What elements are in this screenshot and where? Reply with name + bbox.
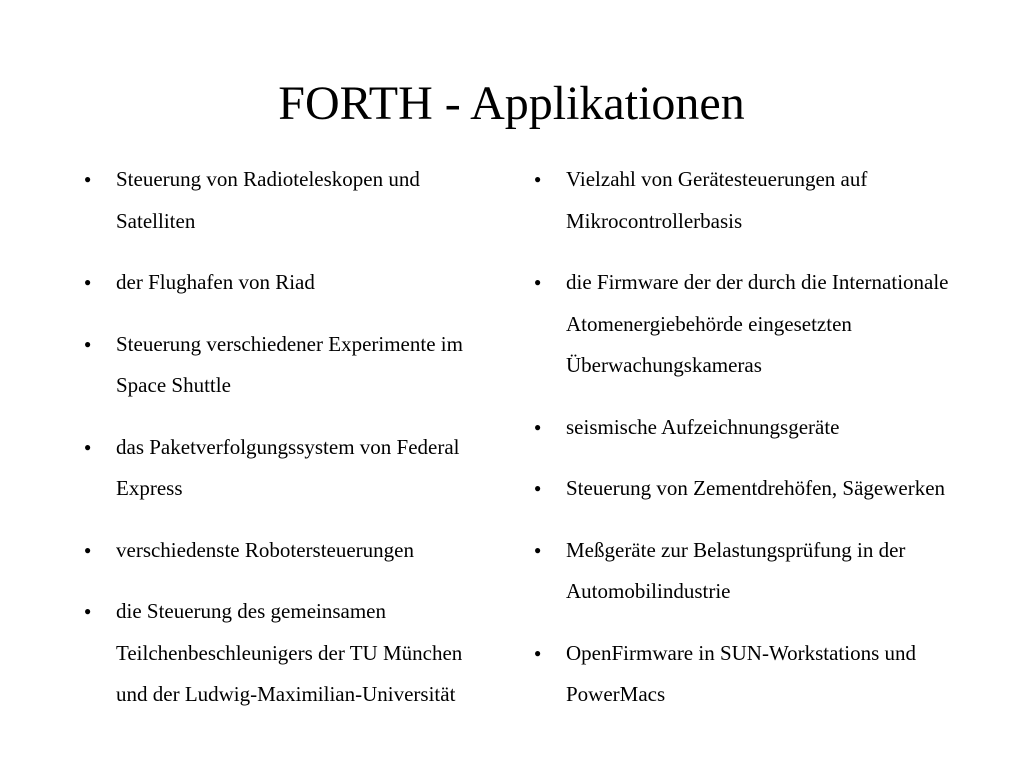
bullet-text: die Firmware der der durch die Internationale Atomenergiebehörde eingesetzten Überwachungskameras [566,270,949,377]
bullet-text: Vielzahl von Gerätesteuerungen auf Mikrocontrollerbasis [566,167,868,233]
bullet-icon: ● [534,645,542,660]
bullet-item [534,530,954,613]
bullet-item [534,468,954,510]
bullet-icon: ● [534,172,542,186]
bullet-text: Steuerung verschiedener Experimente im Space Shuttle [116,331,463,397]
bullet-icon: ● [84,336,92,351]
bullet-item [84,324,494,407]
bullet-icon: ● [84,172,92,186]
bullet-text: das Paketverfolgungssystem von Federal Express [116,434,460,500]
bullet-text: seismische Aufzeichnungsgeräte [566,414,840,439]
bullet-item [84,530,494,572]
bullet-icon: ● [84,604,92,618]
bullet-icon: ● [534,481,542,495]
bullet-item [534,633,954,716]
bullet-item [84,591,494,716]
bullet-item [534,159,954,242]
bullet-item [534,262,954,387]
bullet-icon: ● [84,542,92,557]
bullet-icon: ● [534,419,542,434]
slide-title: FORTH - Applikationen [278,77,745,130]
right-bullet-list [534,159,954,736]
bullet-icon: ● [534,542,542,557]
bullet-item [84,262,494,304]
bullet-item [534,407,954,449]
bullet-text: Meßgeräte zur Belastungsprüfung in der Automobilindustrie [566,537,906,603]
bullet-text: OpenFirmware in SUN-Workstations und PowerMacs [566,640,917,706]
bullet-item [84,427,494,510]
bullet-text: der Flughafen von Riad [116,270,315,294]
bullet-text: Steuerung von Radioteleskopen und Satelliten [116,167,420,233]
bullet-text: die Steuerung des gemeinsamen Teilchenbeschleunigers der TU München und der Ludwig-Maximilian-Universität [116,599,463,706]
bullet-text: Steuerung von Zementdrehöfen, Sägewerken [566,476,946,500]
bullet-item [84,159,494,242]
bullet-icon: ● [84,439,92,454]
bullet-icon: ● [534,275,542,289]
left-bullet-list [84,159,494,736]
bullet-icon: ● [84,275,92,289]
bullet-text: verschiedenste Robotersteuerungen [116,537,414,562]
